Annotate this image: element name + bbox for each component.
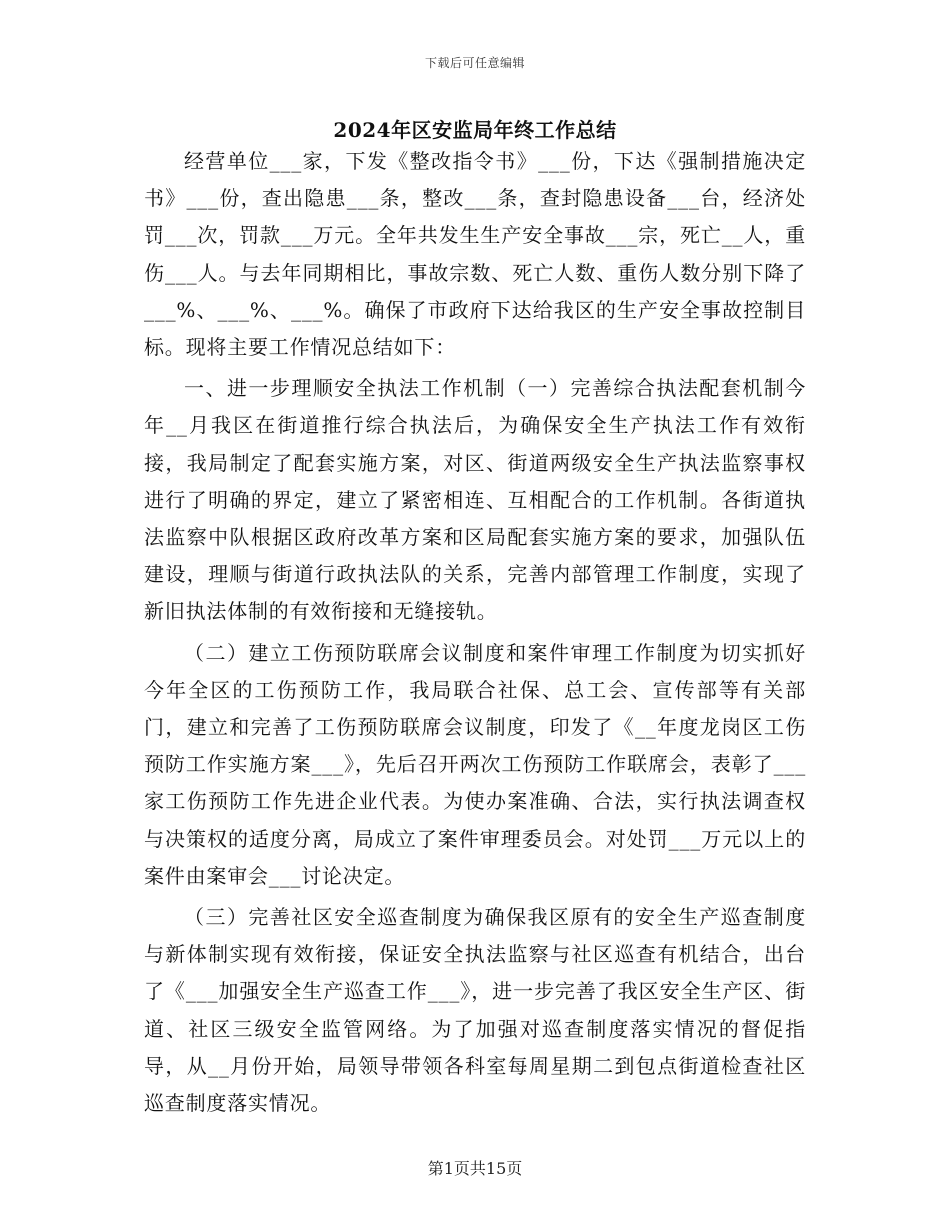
paragraph-section-2: （二）建立工伤预防联席会议制度和案件审理工作制度为切实抓好今年全区的工伤预防工作，我局联合社保、总工会、宣传部等有关部门，建立和完善了工伤预防联席会议制度，印发了《__年度龙岗区工伤预防工作实施方案___》，先后召开两次工伤预防工作联席会，表彰了___家工伤预防工作先进企业代表。为使办案准确、合法，实行执法调查权与决策权的适度分离，局成立了案件审理委员会。对处罚___万元以上的案件由案审会___讨论决定。 xyxy=(144,640,806,888)
paragraph-section-1: 一、进一步理顺安全执法工作机制（一）完善综合执法配套机制今年__月我区在街道推行综合执法后，为确保安全生产执法工作有效衔接，我局制定了配套实施方案，对区、街道两级安全生产执法监察事权进行了明确的界定，建立了紧密相连、互相配合的工作机制。各街道执法监察中队根据区政府改革方案和区局配套实施方案的要求，加强队伍建设，理顺与街道行政执法队的关系，完善内部管理工作制度，实现了新旧执法体制的有效衔接和无缝接轨。 xyxy=(144,376,806,624)
page-number: 第1页共15页 xyxy=(427,1159,523,1178)
document-body xyxy=(144,143,806,1126)
document-title: 2024年区安监局年终工作总结 xyxy=(333,118,617,142)
header-note: 下载后可任意编辑 xyxy=(424,56,525,70)
paragraph-intro: 经营单位___家，下发《整改指令书》___份，下达《强制措施决定书》___份，查出隐患___条，整改___条，查封隐患设备___台，经济处罚___次，罚款___万元。全年共发生生产安全事故___宗，死亡__人，重伤___人。与去年同期相比，事故宗数、死亡人数、重伤人数分别下降了___%、___%、___%。确保了市政府下达给我区的生产安全事故控制目标。现将主要工作情况总结如下： xyxy=(144,149,806,360)
paragraph-section-3: （三）完善社区安全巡查制度为确保我区原有的安全生产巡查制度与新体制实现有效衔接，保证安全执法监察与社区巡查有机结合，出台了《___加强安全生产巡查工作___》，进一步完善了我区安全生产区、街道、社区三级安全监管网络。为了加强对巡查制度落实情况的督促指导，从__月份开始，局领导带领各科室每周星期二到包点街道检查社区巡查制度落实情况。 xyxy=(144,905,806,1116)
